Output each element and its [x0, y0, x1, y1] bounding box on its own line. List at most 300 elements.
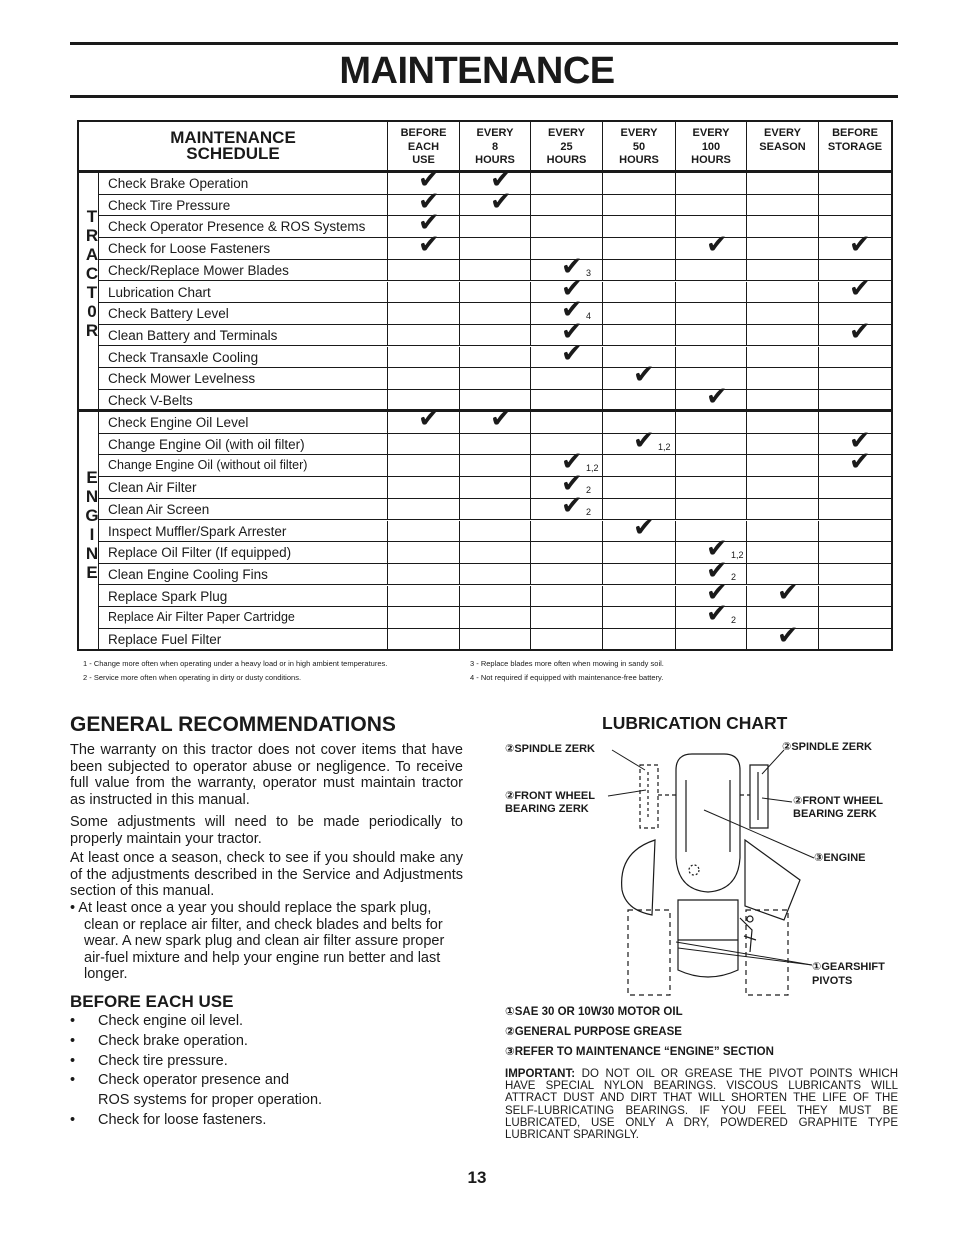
check-mark-icon: ✔ — [633, 360, 655, 391]
schedule-cell — [676, 282, 747, 303]
schedule-title-line1: MAINTENANCE — [170, 128, 296, 147]
schedule-cell — [531, 390, 603, 412]
schedule-cell — [747, 173, 819, 194]
front-left-wheel — [640, 765, 658, 828]
check-mark-icon: ✔ — [418, 186, 440, 217]
schedule-row — [99, 360, 891, 391]
mower-deck-left — [622, 840, 655, 915]
schedule-cell — [819, 173, 891, 194]
check-mark-icon: ✔ — [706, 382, 728, 412]
section-letter: E — [86, 563, 98, 582]
schedule-cell — [747, 325, 819, 346]
column-header-line: HOURS — [619, 154, 659, 166]
fuel-cap — [689, 865, 699, 875]
schedule-title-line2: SCHEDULE — [186, 144, 280, 163]
footnote-reference: 1,2 — [658, 441, 671, 452]
schedule-cell — [747, 216, 819, 237]
section-letter: I — [89, 525, 95, 544]
schedule-cell — [603, 216, 676, 237]
check-mark-icon: ✔ — [490, 165, 512, 195]
general-paragraph-2: Some adjustments will need to be made periodically to properly maintain your tractor. — [70, 814, 463, 847]
schedule-row-label: Check V-Belts — [99, 390, 388, 412]
schedule-row — [99, 490, 891, 521]
maintenance-schedule-table — [77, 120, 893, 651]
schedule-cell — [747, 521, 819, 542]
schedule-cell — [460, 325, 531, 346]
schedule-cell — [676, 499, 747, 520]
schedule-header — [79, 122, 891, 173]
schedule-row-label: Check Mower Levelness — [99, 368, 388, 389]
check-mark-icon: ✔ — [849, 425, 871, 456]
schedule-row — [99, 338, 891, 369]
schedule-cell — [747, 238, 819, 259]
footnote-reference: 2 — [731, 615, 737, 626]
section-letter: N — [85, 487, 99, 506]
column-header-line: BEFORE — [400, 127, 447, 139]
column-header-0 — [388, 122, 460, 170]
schedule-cell — [603, 542, 676, 563]
schedule-cell — [603, 455, 676, 476]
schedule-cell — [676, 260, 747, 281]
schedule-row — [99, 316, 891, 347]
schedule-cell — [819, 477, 891, 498]
schedule-row — [99, 512, 891, 543]
section-letter: C — [85, 264, 99, 283]
check-mark-icon: ✔ — [561, 338, 583, 369]
check-mark-icon: ✔ — [490, 186, 512, 217]
schedule-cell — [460, 521, 531, 542]
schedule-cell — [676, 455, 747, 476]
check-mark-icon: ✔ — [777, 621, 799, 651]
footnote-1: 1 - Change more often when operating under a heavy load or in high ambient temperatures. — [83, 659, 388, 668]
schedule-cell — [603, 477, 676, 498]
top-rule — [70, 42, 898, 45]
schedule-cell — [819, 564, 891, 585]
schedule-row-label: Check Engine Oil Level — [99, 412, 388, 433]
schedule-cell — [531, 586, 603, 607]
schedule-row-label: Clean Air Filter — [99, 477, 388, 498]
schedule-row-label: Check Operator Presence & ROS Systems — [99, 216, 388, 237]
rear-left-wheel — [628, 910, 670, 995]
schedule-row-label: Check for Loose Fasteners — [99, 238, 388, 259]
schedule-cell — [676, 412, 747, 433]
schedule-cell — [460, 216, 531, 237]
gearshift-pivot — [747, 916, 753, 922]
schedule-cell — [388, 455, 460, 476]
schedule-cell — [747, 195, 819, 216]
schedule-cell — [747, 477, 819, 498]
front-right-wheel — [750, 765, 768, 828]
schedule-row-label: Inspect Muffler/Spark Arrester — [99, 521, 388, 542]
schedule-cell — [531, 173, 603, 194]
callout-spindle-zerk-left: ②SPINDLE ZERK — [505, 743, 595, 755]
important-label: IMPORTANT: — [505, 1068, 576, 1080]
schedule-cell — [603, 564, 676, 585]
section-letter: E — [86, 468, 98, 487]
section-letter: R — [85, 321, 99, 340]
schedule-cell — [819, 586, 891, 607]
column-header-line: USE — [412, 154, 435, 166]
bullet-icon: • — [70, 1033, 76, 1049]
schedule-row-label: Check Transaxle Cooling — [99, 347, 388, 368]
schedule-cell — [603, 629, 676, 651]
section-letter: N — [85, 544, 99, 563]
check-mark-icon: ✔ — [633, 425, 655, 456]
schedule-cell — [460, 564, 531, 585]
rear-right-wheel — [746, 910, 788, 995]
schedule-cell — [460, 282, 531, 303]
schedule-cell — [603, 173, 676, 194]
check-mark-icon: ✔ — [849, 273, 871, 304]
check-mark-icon: ✔ — [561, 295, 583, 326]
schedule-cell — [676, 230, 747, 261]
schedule-cell — [460, 629, 531, 651]
before-each-use-item-text: Check tire pressure. — [98, 1053, 228, 1069]
section-letter: A — [85, 245, 99, 264]
schedule-cell — [747, 260, 819, 281]
section-letter: 0 — [87, 302, 97, 321]
column-header-line: 8 — [491, 140, 499, 153]
schedule-cell — [388, 629, 460, 651]
general-paragraph-1: The warranty on this tractor does not cover items that have been subjected to operator abuse or negligence. To receive full value from the warranty, operator must maintain tractor as instructed in this manual. — [70, 742, 463, 808]
schedule-cell — [819, 347, 891, 368]
schedule-row — [99, 295, 891, 326]
schedule-cell — [676, 477, 747, 498]
footnote-2: 2 - Service more often when operating in dirty or dusty conditions. — [83, 673, 302, 682]
schedule-cell — [747, 282, 819, 303]
column-header-line: HOURS — [691, 154, 731, 166]
footnote-4: 4 - Not required if equipped with maintenance-free battery. — [470, 673, 664, 682]
column-header-2 — [531, 122, 603, 170]
check-mark-icon: ✔ — [706, 230, 728, 261]
schedule-row — [99, 425, 891, 456]
schedule-cell — [460, 434, 531, 455]
column-header-4 — [676, 122, 747, 170]
section-letter: T — [86, 207, 98, 226]
schedule-cell — [531, 368, 603, 389]
schedule-cell — [388, 325, 460, 346]
schedule-row-label: Check Battery Level — [99, 303, 388, 324]
schedule-cell — [819, 629, 891, 651]
general-recommendations-heading: GENERAL RECOMMENDATIONS — [70, 713, 396, 736]
schedule-cell — [603, 195, 676, 216]
column-header-line: EVERY — [764, 127, 801, 139]
hood-inner-line — [686, 780, 730, 852]
schedule-cell — [747, 368, 819, 389]
schedule-cell — [460, 477, 531, 498]
leader-gearshift-2 — [678, 948, 812, 965]
leader-front-right — [762, 798, 792, 802]
callout-gearshift-2: PIVOTS — [812, 975, 853, 987]
column-header-line: HOURS — [546, 154, 587, 166]
check-mark-icon: ✔ — [561, 273, 583, 304]
schedule-row-label: Replace Air Filter Paper Cartridge — [99, 607, 388, 628]
schedule-cell — [819, 607, 891, 628]
column-header-line: EVERY — [692, 127, 730, 139]
schedule-cell — [388, 303, 460, 324]
check-mark-icon: ✔ — [706, 555, 728, 586]
schedule-cell — [819, 368, 891, 389]
check-mark-icon: ✔ — [849, 230, 871, 261]
key-general-grease: ②GENERAL PURPOSE GREASE — [505, 1026, 682, 1038]
schedule-cell — [819, 230, 891, 261]
column-header-line: BEFORE — [832, 127, 878, 139]
title-rule — [70, 95, 898, 98]
check-mark-icon: ✔ — [561, 251, 583, 282]
schedule-cell — [819, 390, 891, 412]
schedule-cell — [460, 303, 531, 324]
schedule-row-label: Lubrication Chart — [99, 282, 388, 303]
before-each-use-item-text: ROS systems for proper operation. — [98, 1092, 323, 1108]
check-mark-icon: ✔ — [561, 490, 583, 521]
schedule-cell — [819, 447, 891, 478]
general-bullet: • At least once a year you should replace the spark plug, clean or replace air filter, and check blades and belts for wear. A new spark plug and clean air filter assure proper air-fuel mixture and help your engine run better and last longer. — [70, 900, 445, 982]
schedule-cell — [819, 542, 891, 563]
schedule-cell — [819, 499, 891, 520]
schedule-row — [99, 447, 891, 478]
footnote-reference: 4 — [586, 311, 592, 322]
schedule-cell — [603, 512, 676, 543]
before-each-use-item-text: Check for loose fasteners. — [98, 1112, 267, 1128]
schedule-row — [99, 534, 891, 565]
schedule-cell — [531, 195, 603, 216]
check-mark-icon: ✔ — [777, 577, 799, 608]
schedule-cell — [747, 347, 819, 368]
schedule-cell — [388, 260, 460, 281]
footnote-reference: 2 — [731, 571, 737, 582]
schedule-cell — [531, 607, 603, 628]
schedule-cell — [747, 303, 819, 324]
schedule-cell — [603, 360, 676, 391]
schedule-row-label: Change Engine Oil (with oil filter) — [99, 434, 388, 455]
column-header-1 — [460, 122, 531, 170]
column-header-line: 100 — [701, 140, 721, 153]
schedule-row — [99, 577, 891, 608]
check-mark-icon: ✔ — [561, 316, 583, 347]
schedule-cell — [531, 490, 603, 521]
schedule-cell — [460, 186, 531, 217]
schedule-row — [99, 469, 891, 500]
key-engine-section: ③REFER TO MAINTENANCE “ENGINE” SECTION — [505, 1046, 774, 1058]
schedule-cell — [531, 629, 603, 651]
bullet-icon: • — [70, 1072, 76, 1088]
schedule-cell — [747, 542, 819, 563]
check-mark-icon: ✔ — [490, 404, 512, 434]
schedule-row — [99, 208, 891, 239]
column-header-5 — [747, 122, 819, 170]
bullet-icon: • — [70, 1053, 76, 1069]
schedule-cell — [603, 607, 676, 628]
schedule-cell — [460, 404, 531, 434]
check-mark-icon: ✔ — [561, 447, 583, 478]
before-each-use-item-text: Check operator presence and — [98, 1072, 290, 1088]
check-mark-icon: ✔ — [418, 230, 440, 261]
schedule-row — [99, 230, 891, 261]
schedule-cell — [388, 230, 460, 261]
schedule-cell — [460, 260, 531, 281]
schedule-cell — [819, 521, 891, 542]
schedule-cell — [747, 499, 819, 520]
callout-gearshift-1: ①GEARSHIFT — [812, 961, 885, 973]
column-header-line: 50 — [632, 140, 646, 153]
bullet-icon: • — [70, 1112, 76, 1128]
schedule-cell — [531, 412, 603, 433]
important-notice — [505, 1068, 898, 1141]
column-header-line: HOURS — [475, 154, 515, 166]
schedule-cell — [603, 260, 676, 281]
schedule-cell — [603, 325, 676, 346]
schedule-cell — [676, 303, 747, 324]
column-header-line: EVERY — [476, 127, 514, 139]
schedule-cell — [388, 586, 460, 607]
schedule-cell — [747, 455, 819, 476]
schedule-cell — [603, 282, 676, 303]
schedule-cell — [676, 347, 747, 368]
schedule-cell — [460, 368, 531, 389]
check-mark-icon: ✔ — [561, 469, 583, 500]
schedule-cell — [603, 586, 676, 607]
before-each-use-item-text: Check brake operation. — [98, 1033, 248, 1049]
section-letter: T — [86, 283, 98, 302]
callout-front-wheel-right-1: ②FRONT WHEEL — [793, 795, 883, 807]
before-each-use-heading: BEFORE EACH USE — [70, 992, 234, 1011]
check-mark-icon: ✔ — [706, 599, 728, 630]
leader-spindle-left — [612, 750, 645, 770]
check-mark-icon: ✔ — [706, 577, 728, 608]
schedule-cell — [531, 564, 603, 585]
check-mark-icon: ✔ — [849, 316, 871, 347]
footnote-reference: 3 — [586, 267, 592, 278]
callout-engine: ③ENGINE — [814, 852, 866, 864]
schedule-title — [79, 122, 388, 170]
schedule-row-label: Replace Oil Filter (If equipped) — [99, 542, 388, 563]
schedule-cell — [460, 607, 531, 628]
schedule-row — [99, 404, 891, 434]
schedule-cell — [460, 499, 531, 520]
footnote-reference: 1,2 — [586, 463, 599, 474]
schedule-cell — [388, 282, 460, 303]
schedule-row — [99, 273, 891, 304]
schedule-cell — [388, 542, 460, 563]
footnote-reference: 1,2 — [731, 550, 744, 561]
column-header-line: SEASON — [759, 140, 806, 153]
before-each-use-item-text: Check engine oil level. — [98, 1013, 244, 1029]
general-paragraph-3: At least once a season, check to see if you should make any of the adjustments described in the Service and Adjustments section of this manual. — [70, 850, 463, 899]
schedule-cell — [531, 521, 603, 542]
footnote-reference: 2 — [586, 506, 592, 517]
schedule-cell — [388, 434, 460, 455]
callout-spindle-zerk-right: ②SPINDLE ZERK — [782, 741, 872, 753]
schedule-cell — [747, 621, 819, 651]
schedule-cell — [388, 404, 460, 434]
check-mark-icon: ✔ — [418, 208, 440, 239]
leader-spindle-right — [762, 750, 784, 774]
important-body: DO NOT OIL OR GREASE THE PIVOT POINTS WHICH HAVE SPECIAL NYLON BEARINGS. VISCOUS LUBRICANTS WILL ATTRACT DUST AND DIRT THAT WILL SHORTEN THE LIFE OF THE SELF-LUBRICATING BEARINGS. IF YOU FEEL THEY MUST BE LUBRICATED, USE ONLY A DRY, POWDERED GRAPHITE TYPE LUBRICANT SPARINGLY. — [505, 1068, 898, 1142]
schedule-cell — [388, 477, 460, 498]
schedule-cell — [603, 425, 676, 456]
schedule-cell — [460, 586, 531, 607]
schedule-cell — [676, 382, 747, 412]
schedule-cell — [747, 390, 819, 412]
schedule-cell — [531, 216, 603, 237]
check-mark-icon: ✔ — [849, 447, 871, 478]
schedule-row-label: Clean Battery and Terminals — [99, 325, 388, 346]
schedule-row-label: Replace Fuel Filter — [99, 629, 388, 651]
schedule-cell — [388, 564, 460, 585]
column-header-line: STORAGE — [827, 140, 883, 153]
lubrication-chart-heading: LUBRICATION CHART — [602, 713, 788, 733]
schedule-row — [99, 599, 891, 630]
schedule-cell — [819, 195, 891, 216]
schedule-row-label: Replace Spark Plug — [99, 586, 388, 607]
schedule-cell — [603, 238, 676, 259]
schedule-cell — [747, 412, 819, 433]
schedule-row-label: Check Brake Operation — [99, 173, 388, 194]
schedule-row — [99, 186, 891, 217]
footnote-reference: 2 — [586, 485, 592, 496]
schedule-cell — [460, 347, 531, 368]
schedule-cell — [388, 499, 460, 520]
footnote-3: 3 - Replace blades more often when mowing in sandy soil. — [470, 659, 664, 668]
schedule-row-label: Check/Replace Mower Blades — [99, 260, 388, 281]
schedule-row-label: Clean Air Screen — [99, 499, 388, 520]
check-mark-icon: ✔ — [418, 404, 440, 434]
check-mark-icon: ✔ — [706, 534, 728, 565]
column-header-line: 25 — [560, 140, 573, 153]
schedule-cell — [388, 368, 460, 389]
column-header-line: EACH — [407, 140, 440, 153]
schedule-cell — [747, 434, 819, 455]
column-header-line: EVERY — [548, 127, 585, 139]
schedule-cell — [460, 455, 531, 476]
schedule-cell — [460, 542, 531, 563]
callout-front-wheel-right-2: BEARING ZERK — [793, 808, 877, 820]
key-motor-oil: ①SAE 30 OR 10W30 MOTOR OIL — [505, 1006, 683, 1018]
schedule-row-label: Clean Engine Cooling Fins — [99, 564, 388, 585]
schedule-cell — [603, 303, 676, 324]
leader-gearshift-1 — [676, 942, 812, 965]
schedule-cell — [460, 238, 531, 259]
page-title: MAINTENANCE — [339, 50, 615, 92]
mower-deck-right — [745, 840, 800, 920]
schedule-cell — [388, 347, 460, 368]
column-header-3 — [603, 122, 676, 170]
column-header-6 — [819, 122, 891, 170]
schedule-row-label: Change Engine Oil (without oil filter) — [99, 455, 388, 476]
engine-body — [678, 900, 738, 977]
schedule-cell — [676, 629, 747, 651]
schedule-row — [99, 621, 891, 651]
schedule-row-label: Check Tire Pressure — [99, 195, 388, 216]
schedule-cell — [531, 338, 603, 369]
schedule-cell — [676, 173, 747, 194]
callout-front-wheel-left-1: ②FRONT WHEEL — [505, 790, 595, 802]
schedule-cell — [388, 607, 460, 628]
section-letter: R — [85, 226, 99, 245]
schedule-cell — [531, 542, 603, 563]
check-mark-icon: ✔ — [418, 165, 440, 195]
bullet-icon: • — [70, 1013, 76, 1029]
callout-front-wheel-left-2: BEARING ZERK — [505, 803, 589, 815]
schedule-cell — [603, 390, 676, 412]
schedule-cell — [388, 521, 460, 542]
column-header-line: EVERY — [620, 127, 658, 139]
schedule-cell — [676, 325, 747, 346]
schedule-cell — [819, 273, 891, 304]
schedule-cell — [676, 599, 747, 630]
check-mark-icon: ✔ — [633, 512, 655, 543]
gearshift-lever — [740, 918, 756, 952]
